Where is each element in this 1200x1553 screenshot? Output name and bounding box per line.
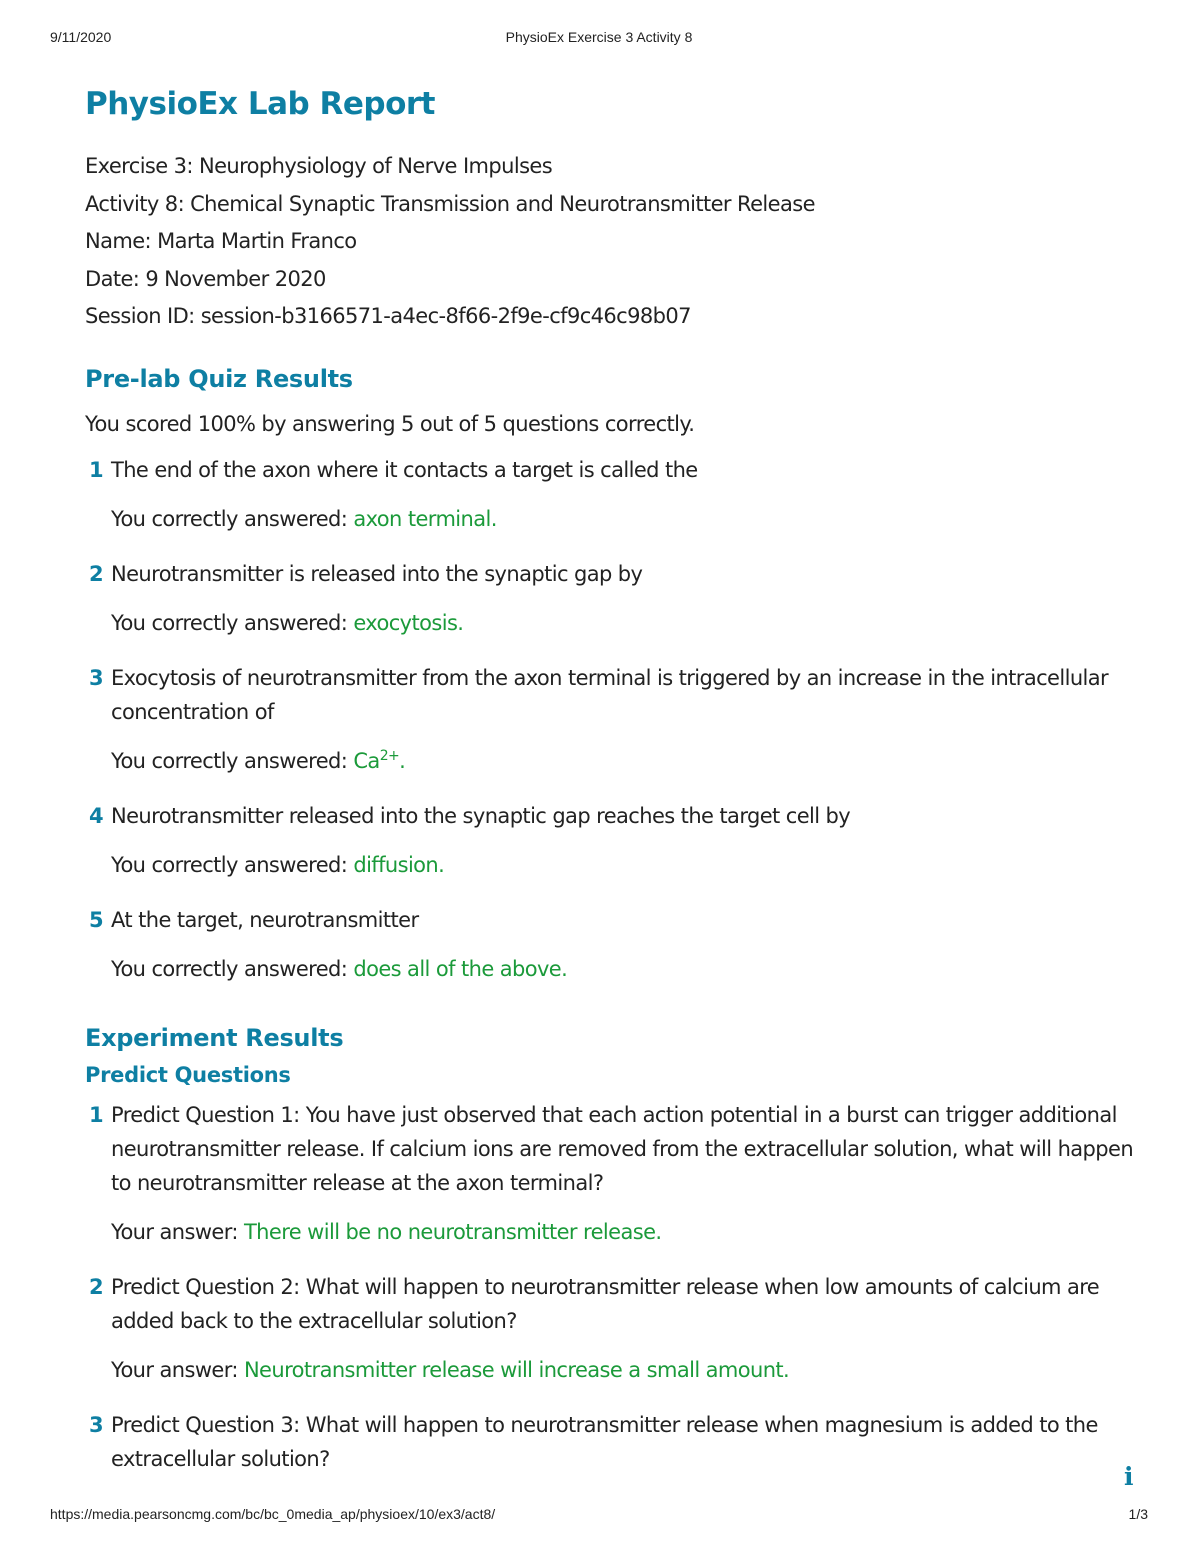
page-url: https://media.pearsoncmg.com/bc/bc_0media_ap/physioex/10/ex3/act8/ [50, 1506, 496, 1522]
predict-questions-heading: Predict Questions [85, 1062, 291, 1087]
print-date: 9/11/2020 [50, 29, 112, 45]
answer-line [111, 1215, 1135, 1249]
predict-question [85, 1408, 1135, 1476]
answer-line [111, 744, 1135, 778]
question-number: 1 [89, 457, 104, 482]
answer-end: . [399, 748, 406, 773]
prelab-question [85, 453, 1135, 536]
question-text: Predict Question 2: What will happen to neurotransmitter release when low amounts of calcium are added back to the extracellular solution? [111, 1274, 1100, 1333]
question-text: At the target, neurotransmitter [111, 907, 419, 932]
question-text: Exocytosis of neurotransmitter from the axon terminal is triggered by an increase in the intracellular concentration of [111, 665, 1109, 724]
answer-prefix: You correctly answered: [111, 852, 348, 877]
activity-line: Activity 8: Chemical Synaptic Transmission and Neurotransmitter Release [85, 191, 815, 216]
answer-line [111, 1353, 1135, 1387]
answer-line [111, 952, 1135, 986]
answer-line [111, 502, 1135, 536]
correct-answer: exocytosis. [353, 610, 464, 635]
experiment-heading: Experiment Results [85, 1023, 344, 1052]
report-date: Date: 9 November 2020 [85, 266, 326, 291]
predict-question [85, 1098, 1135, 1249]
question-text: Neurotransmitter released into the synaptic gap reaches the target cell by [111, 803, 851, 828]
prelab-heading: Pre-lab Quiz Results [85, 364, 353, 393]
answer-line [111, 606, 1135, 640]
answer-prefix: Your answer: [111, 1357, 238, 1382]
session-id: Session ID: session-b3166571-a4ec-8f66-2f9e-cf9c46c98b07 [85, 304, 691, 328]
report-title: PhysioEx Lab Report [85, 86, 435, 122]
correct-answer: diffusion. [353, 852, 445, 877]
question-text: The end of the axon where it contacts a target is called the [111, 457, 698, 482]
print-title: PhysioEx Exercise 3 Activity 8 [505, 29, 693, 45]
quiz-score: You scored 100% by answering 5 out of 5 questions correctly. [85, 411, 695, 436]
question-number: 4 [89, 803, 104, 828]
page-number: 1/3 [1128, 1506, 1148, 1522]
student-name: Name: Marta Martin Franco [85, 229, 357, 253]
correct-answer: does all of the above. [353, 956, 568, 981]
question-number: 3 [89, 1412, 104, 1437]
student-answer: There will be no neurotransmitter release. [243, 1219, 662, 1244]
lab-report [85, 84, 1135, 1476]
correct-answer: axon terminal. [353, 506, 497, 531]
answer-prefix: You correctly answered: [111, 956, 348, 981]
answer-prefix: Your answer: [111, 1219, 238, 1244]
question-number: 2 [89, 561, 104, 586]
answer-line [111, 848, 1135, 882]
prelab-question [85, 661, 1135, 778]
question-text: Predict Question 3: What will happen to neurotransmitter release when magnesium is added to the extracellular solution? [111, 1412, 1098, 1471]
answer-superscript: 2+ [379, 747, 400, 764]
correct-answer [353, 749, 405, 773]
answer-prefix: You correctly answered: [111, 748, 348, 773]
print-footer [50, 1506, 1148, 1524]
prelab-question [85, 903, 1135, 986]
prelab-question [85, 557, 1135, 640]
question-text: Neurotransmitter is released into the synaptic gap by [111, 561, 643, 586]
question-number: 1 [89, 1102, 104, 1127]
print-header [50, 29, 1148, 47]
question-number: 5 [89, 907, 104, 932]
question-number: 3 [89, 665, 104, 690]
predict-question [85, 1270, 1135, 1387]
answer-prefix: You correctly answered: [111, 610, 348, 635]
answer-prefix: You correctly answered: [111, 506, 348, 531]
answer-base: Ca [353, 748, 380, 773]
exercise-line: Exercise 3: Neurophysiology of Nerve Impulses [85, 154, 553, 178]
question-number: 2 [89, 1274, 104, 1299]
info-icon[interactable]: i [1124, 1462, 1134, 1491]
prelab-question [85, 799, 1135, 882]
question-text: Predict Question 1: You have just observed that each action potential in a burst can trigger additional neurotransmitter release. If calcium ions are removed from the extracellular solution, what will happen to neurotransmitter release at the axon terminal? [111, 1102, 1134, 1195]
student-answer: Neurotransmitter release will increase a small amount. [243, 1357, 790, 1382]
